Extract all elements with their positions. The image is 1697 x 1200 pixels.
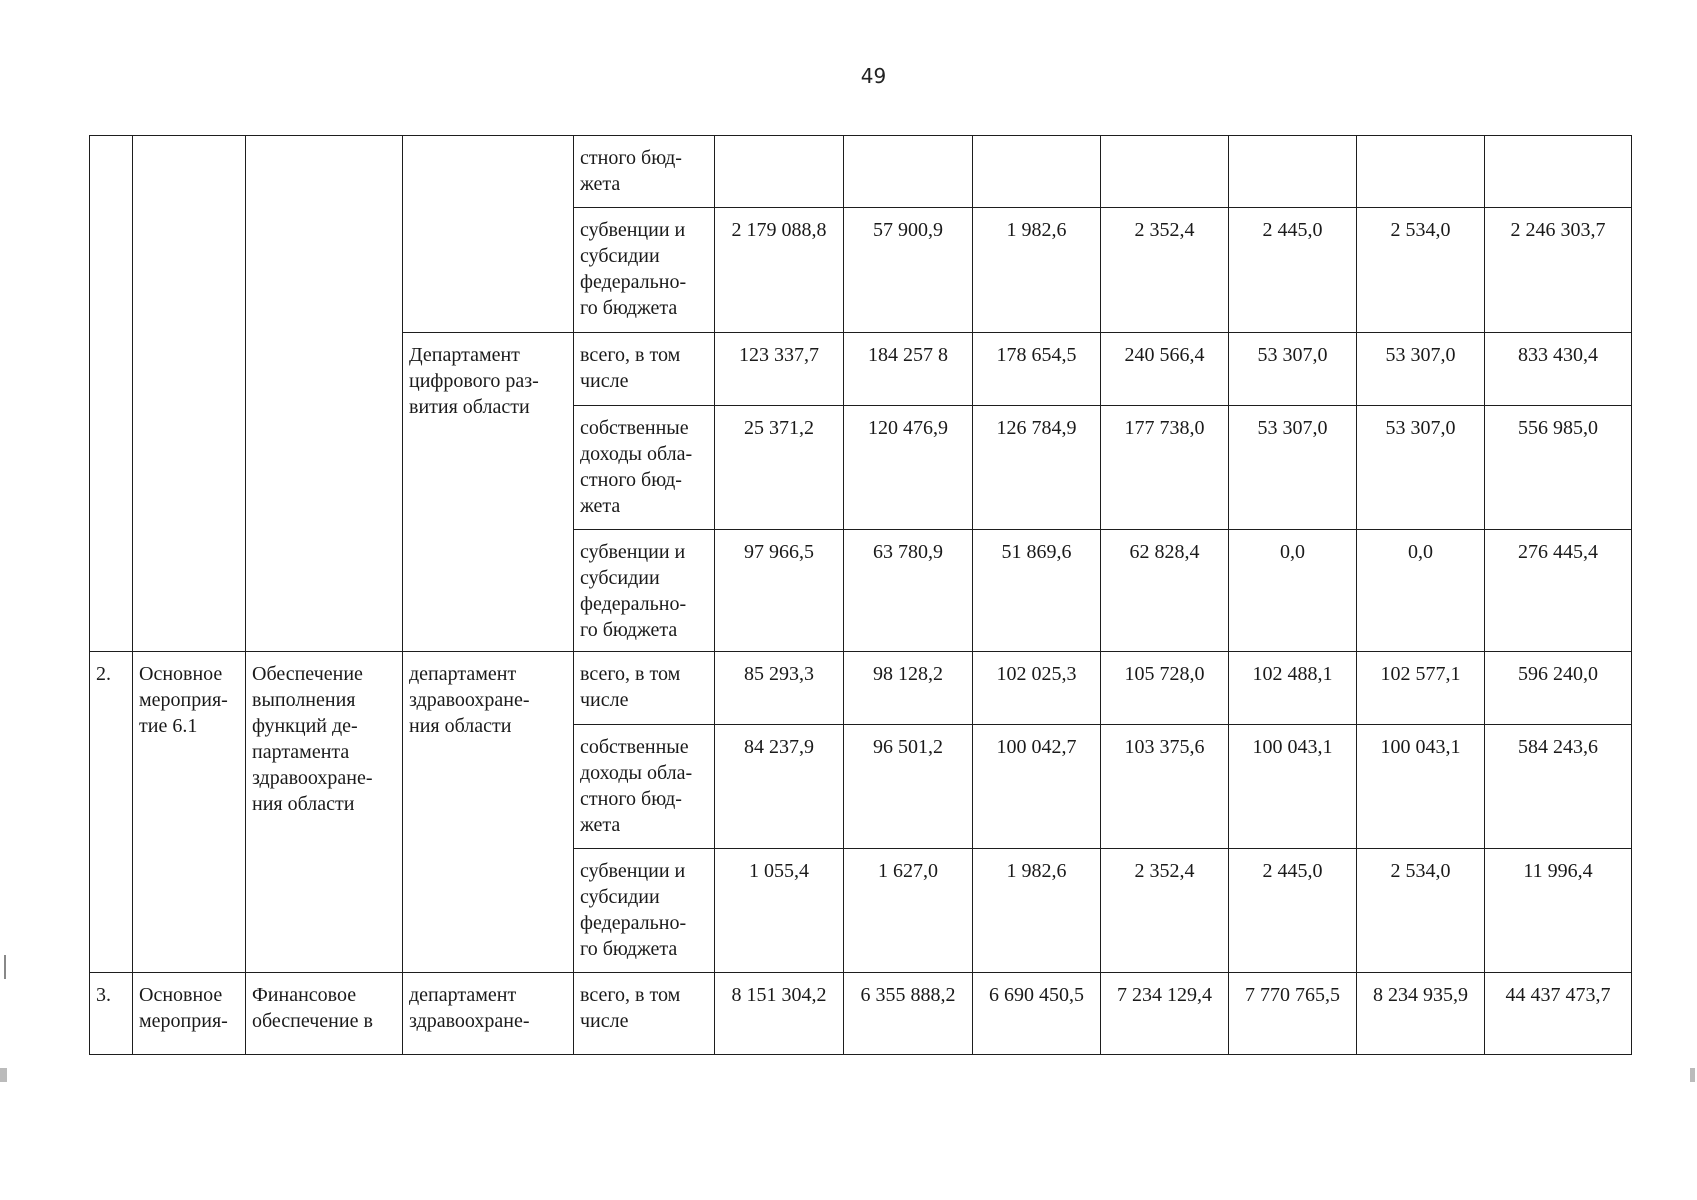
value-cell-col-3-text: 51 869,6 [1001,541,1072,563]
value-cell-col-4 [1101,652,1229,725]
value-cell-col-7-text: 11 996,4 [1523,860,1593,882]
value-cell-col-1 [715,136,844,208]
status-cell-3-text: Основное мероприя- [139,984,228,1032]
status-cell [133,136,246,652]
value-cell-col-3-text: 126 784,9 [996,417,1077,439]
value-cell-col-6 [1357,208,1485,333]
row-number-cell-3 [90,973,133,1055]
value-cell-col-6 [1357,333,1485,406]
value-cell-col-5-text: 2 445,0 [1262,219,1323,241]
value-cell-col-4-text: 2 352,4 [1134,860,1195,882]
status-cell-3 [133,973,246,1055]
value-cell-col-1-text: 1 055,4 [749,860,809,882]
value-cell-col-6 [1357,406,1485,530]
status-cell-2-text: Основное мероприя- тие 6.1 [139,663,228,737]
value-cell-col-3-text: 1 982,6 [1006,219,1067,241]
page-number: 49 [860,64,887,88]
value-cell-col-7 [1485,652,1632,725]
value-cell-col-6 [1357,973,1485,1055]
value-cell-col-1 [715,652,844,725]
funding-source-cell [574,849,715,973]
funding-source-cell-text: стного бюд- жета [580,147,682,195]
value-cell-col-6-text: 8 234 935,9 [1373,984,1468,1006]
value-cell-col-2 [844,725,973,849]
value-cell-col-2-text: 120 476,9 [868,417,948,439]
value-cell-col-6 [1357,136,1485,208]
value-cell-col-4-text: 103 375,6 [1124,736,1205,758]
value-cell-col-1-text: 8 151 304,2 [731,984,827,1006]
row-number-cell-2-text: 2. [96,663,111,685]
funding-source-cell-text: всего, в том числе [580,344,681,392]
table-row [90,973,1632,1055]
executor-cell-2-text: департамент здравоохране- ния области [409,663,530,737]
funding-source-cell-text: всего, в том числе [580,984,681,1032]
value-cell-col-6-text: 0,0 [1408,541,1433,563]
value-cell-col-7 [1485,973,1632,1055]
value-cell-col-6-text: 53 307,0 [1385,344,1456,366]
value-cell-col-2 [844,406,973,530]
value-cell-col-7 [1485,208,1632,333]
row-number-cell-2 [90,652,133,973]
value-cell-col-1 [715,973,844,1055]
funding-source-cell [574,136,715,208]
value-cell-col-5 [1229,973,1357,1055]
value-cell-col-2 [844,652,973,725]
value-cell-col-4 [1101,530,1229,652]
value-cell-col-2 [844,973,973,1055]
value-cell-col-5-text: 7 770 765,5 [1245,984,1340,1006]
value-cell-col-3 [973,208,1101,333]
value-cell-col-5 [1229,333,1357,406]
value-cell-col-7 [1485,406,1632,530]
value-cell-col-5-text: 0,0 [1280,541,1305,563]
value-cell-col-3 [973,849,1101,973]
value-cell-col-2 [844,530,973,652]
value-cell-col-7-text: 556 985,0 [1518,417,1598,439]
value-cell-col-2-text: 98 128,2 [873,663,943,685]
value-cell-col-4 [1101,208,1229,333]
value-cell-col-2-text: 57 900,9 [873,219,943,241]
funding-source-cell [574,652,715,725]
value-cell-col-3-text: 178 654,5 [996,344,1077,366]
value-cell-col-6 [1357,530,1485,652]
row-number-cell-3-text: 3. [96,984,111,1006]
executor-cell [403,136,574,333]
program-name-cell-3 [246,973,403,1055]
value-cell-col-3 [973,652,1101,725]
value-cell-col-5-text: 100 043,1 [1252,736,1333,758]
value-cell-col-1 [715,208,844,333]
funding-source-cell [574,406,715,530]
executor-cell-3 [403,973,574,1055]
value-cell-col-2-text: 63 780,9 [873,541,943,563]
funding-source-cell-text: субвенции и субсидии федерально- го бюджета [580,860,687,960]
row-number-cell [90,136,133,652]
table-body [90,136,1632,1055]
value-cell-col-6 [1357,725,1485,849]
value-cell-col-1 [715,406,844,530]
value-cell-col-7-text: 596 240,0 [1518,663,1598,685]
value-cell-col-3-text: 100 042,7 [996,736,1077,758]
value-cell-col-1 [715,725,844,849]
scan-artifact-right-bottom [1690,1068,1695,1082]
scan-artifact-left [4,955,6,979]
program-name-cell-2 [246,652,403,973]
value-cell-col-2-text: 1 627,0 [878,860,938,882]
funding-source-cell [574,530,715,652]
value-cell-col-1 [715,530,844,652]
funding-source-cell-text: всего, в том числе [580,663,681,711]
value-cell-col-4 [1101,973,1229,1055]
funding-source-cell [574,333,715,406]
executor-cell-digital-dept [403,333,574,652]
value-cell-col-7 [1485,333,1632,406]
value-cell-col-3 [973,333,1101,406]
value-cell-col-6-text: 100 043,1 [1380,736,1461,758]
value-cell-col-4 [1101,849,1229,973]
value-cell-col-7-text: 833 430,4 [1518,344,1598,366]
value-cell-col-4-text: 62 828,4 [1129,541,1200,563]
funding-source-cell-text: собственные доходы обла- стного бюд- жета [580,736,693,836]
value-cell-col-6-text: 53 307,0 [1385,417,1456,439]
funding-source-cell-text: субвенции и субсидии федерально- го бюджета [580,541,687,641]
value-cell-col-2 [844,333,973,406]
value-cell-col-5-text: 102 488,1 [1252,663,1333,685]
value-cell-col-6-text: 102 577,1 [1380,663,1461,685]
value-cell-col-3 [973,136,1101,208]
program-name-cell [246,136,403,652]
value-cell-col-7-text: 584 243,6 [1518,736,1598,758]
value-cell-col-7 [1485,530,1632,652]
value-cell-col-6-text: 2 534,0 [1390,860,1451,882]
value-cell-col-1-text: 97 966,5 [744,541,814,563]
scan-artifact-left-bottom [0,1068,7,1082]
value-cell-col-4 [1101,333,1229,406]
value-cell-col-7 [1485,849,1632,973]
executor-cell-3-text: департамент здравоохране- [409,984,530,1032]
value-cell-col-1 [715,849,844,973]
value-cell-col-6-text: 2 534,0 [1390,219,1451,241]
value-cell-col-5-text: 53 307,0 [1257,344,1328,366]
value-cell-col-7-text: 2 246 303,7 [1510,219,1606,241]
value-cell-col-1-text: 2 179 088,8 [731,219,827,241]
value-cell-col-2 [844,136,973,208]
value-cell-col-7 [1485,725,1632,849]
value-cell-col-4-text: 177 738,0 [1124,417,1205,439]
value-cell-col-4 [1101,406,1229,530]
value-cell-col-7 [1485,136,1632,208]
funding-source-cell [574,208,715,333]
value-cell-col-3-text: 1 982,6 [1006,860,1067,882]
value-cell-col-1-text: 85 293,3 [744,663,814,685]
program-name-cell-3-text: Финансовое обеспечение в [252,984,373,1032]
value-cell-col-5 [1229,530,1357,652]
value-cell-col-3 [973,725,1101,849]
value-cell-col-2-text: 184 257 8 [868,344,948,366]
value-cell-col-7-text: 276 445,4 [1518,541,1598,563]
value-cell-col-1-text: 84 237,9 [744,736,814,758]
value-cell-col-3 [973,973,1101,1055]
value-cell-col-1 [715,333,844,406]
value-cell-col-5-text: 2 445,0 [1262,860,1323,882]
value-cell-col-5 [1229,136,1357,208]
status-cell-2 [133,652,246,973]
value-cell-col-3-text: 102 025,3 [996,663,1077,685]
value-cell-col-5-text: 53 307,0 [1257,417,1328,439]
value-cell-col-5 [1229,725,1357,849]
executor-cell-2 [403,652,574,973]
value-cell-col-3 [973,530,1101,652]
value-cell-col-3 [973,406,1101,530]
value-cell-col-1-text: 123 337,7 [739,344,819,366]
value-cell-col-4 [1101,725,1229,849]
funding-source-cell [574,725,715,849]
table-row [90,136,1632,208]
value-cell-col-4 [1101,136,1229,208]
value-cell-col-4-text: 240 566,4 [1124,344,1205,366]
funding-source-cell-text: субвенции и субсидии федерально- го бюджета [580,219,687,319]
value-cell-col-3-text: 6 690 450,5 [989,984,1084,1006]
program-name-cell-2-text: Обеспечение выполнения функций де- партамента здравоохране- ния области [252,663,373,815]
value-cell-col-5 [1229,406,1357,530]
value-cell-col-2-text: 6 355 888,2 [860,984,956,1006]
table-row [90,652,1632,725]
value-cell-col-4-text: 7 234 129,4 [1117,984,1212,1006]
value-cell-col-7-text: 44 437 473,7 [1505,984,1611,1006]
funding-source-cell-text: собственные доходы обла- стного бюд- жета [580,417,693,517]
value-cell-col-6 [1357,849,1485,973]
value-cell-col-6 [1357,652,1485,725]
value-cell-col-5 [1229,849,1357,973]
executor-cell-digital-dept-text: Департамент цифрового раз- вития области [409,344,539,418]
budget-table [89,135,1632,1055]
value-cell-col-2 [844,849,973,973]
value-cell-col-4-text: 2 352,4 [1134,219,1195,241]
value-cell-col-4-text: 105 728,0 [1124,663,1205,685]
value-cell-col-2 [844,208,973,333]
value-cell-col-1-text: 25 371,2 [744,417,814,439]
value-cell-col-5 [1229,652,1357,725]
funding-source-cell [574,973,715,1055]
value-cell-col-2-text: 96 501,2 [873,736,943,758]
value-cell-col-5 [1229,208,1357,333]
